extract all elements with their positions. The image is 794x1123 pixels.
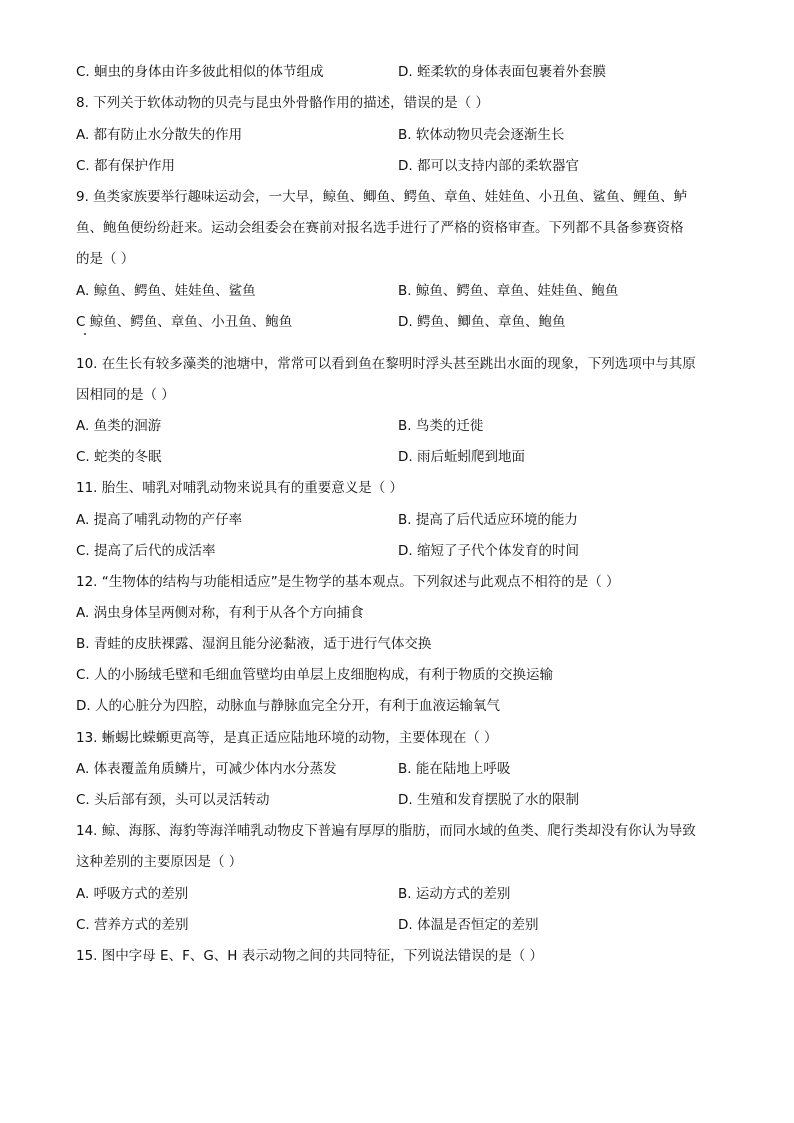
question-10-option-b: B. 鸟类的迁徙 bbox=[398, 418, 484, 434]
question-14-option-d: D. 体温是否恒定的差别 bbox=[398, 917, 539, 933]
option-d: D. 蛭柔软的身体表面包裹着外套膜 bbox=[398, 64, 606, 80]
question-10-option-a: A. 鱼类的洄游 bbox=[76, 418, 162, 434]
question-9-stem-line-2: 鱼、鲍鱼便纷纷赶来。运动会组委会在赛前对报名选手进行了严格的资格审查。下列都不具备参赛资格 bbox=[76, 220, 684, 236]
question-14-option-b: B. 运动方式的差别 bbox=[398, 886, 511, 902]
question-9-option-a: A. 鲸鱼、鳄鱼、娃娃鱼、鲨鱼 bbox=[76, 283, 256, 299]
question-13-option-a: A. 体表覆盖角质鳞片，可减少体内水分蒸发 bbox=[76, 761, 337, 777]
question-8-option-b: B. 软体动物贝壳会逐渐生长 bbox=[398, 127, 565, 143]
question-8-option-c: C. 都有保护作用 bbox=[76, 158, 176, 174]
question-9-stem-line-3: 的是（ ） bbox=[76, 251, 135, 267]
question-12-option-a: A. 涡虫身体呈两侧对称，有利于从各个方向捕食 bbox=[76, 605, 364, 621]
question-9-option-d: D. 鳄鱼、鲫鱼、章鱼、鲍鱼 bbox=[398, 314, 566, 330]
question-9-option-b: B. 鲸鱼、鳄鱼、章鱼、娃娃鱼、鲍鱼 bbox=[398, 283, 619, 299]
question-13-stem: 13. 蜥蜴比蝾螈更高等，是真正适应陆地环境的动物，主要体现在（ ） bbox=[76, 730, 498, 746]
question-11-option-a: A. 提高了哺乳动物的产仔率 bbox=[76, 512, 243, 528]
question-12-stem: 12. “生物体的结构与功能相适应”是生物学的基本观点。下列叙述与此观点不相符的是（ ） bbox=[76, 574, 620, 590]
question-14-stem-line-1: 14. 鲸、海豚、海豹等海洋哺乳动物皮下普遍有厚厚的脂肪，而同水域的鱼类、爬行类却没有你认为导致 bbox=[76, 823, 696, 839]
question-10-option-c: C. 蛇类的冬眠 bbox=[76, 449, 162, 465]
question-12-option-c: C. 人的小肠绒毛壁和毛细血管壁均由单层上皮细胞构成，有利于物质的交换运输 bbox=[76, 667, 554, 683]
question-13-option-c: C. 头后部有颈，头可以灵活转动 bbox=[76, 792, 270, 808]
question-13-option-d: D. 生殖和发育摆脱了水的限制 bbox=[398, 792, 579, 808]
question-9-option-c: C 鲸鱼、鳄鱼、章鱼、小丑鱼、鲍鱼 bbox=[76, 314, 293, 330]
question-11-option-b: B. 提高了后代适应环境的能力 bbox=[398, 512, 578, 528]
question-8-option-a: A. 都有防止水分散失的作用 bbox=[76, 127, 243, 143]
question-14-option-c: C. 营养方式的差别 bbox=[76, 917, 189, 933]
question-10-stem-line-1: 10. 在生长有较多藻类的池塘中，常常可以看到鱼在黎明时浮头甚至跳出水面的现象，下列选项中与其原 bbox=[76, 356, 696, 372]
question-13-option-b: B. 能在陆地上呼吸 bbox=[398, 761, 511, 777]
question-8-option-d: D. 都可以支持内部的柔软器官 bbox=[398, 158, 579, 174]
question-11-stem: 11. 胎生、哺乳对哺乳动物来说具有的重要意义是（ ） bbox=[76, 480, 404, 496]
question-11-option-c: C. 提高了后代的成活率 bbox=[76, 543, 216, 559]
question-8-stem: 8. 下列关于软体动物的贝壳与昆虫外骨骼作用的描述，错误的是（ ） bbox=[76, 95, 489, 111]
question-12-option-d: D. 人的心脏分为四腔，动脉血与静脉血完全分开，有利于血液运输氧气 bbox=[76, 698, 500, 714]
option-c: C. 蛔虫的身体由许多彼此相似的体节组成 bbox=[76, 64, 324, 80]
question-9-stem-line-1: 9. 鱼类家族要举行趣味运动会，一大早，鲸鱼、鲫鱼、鳄鱼、章鱼、娃娃鱼、小丑鱼、鲨鱼、鲤鱼、鲈 bbox=[76, 189, 688, 205]
question-12-option-b: B. 青蛙的皮肤裸露、湿润且能分泌黏液，适于进行气体交换 bbox=[76, 636, 432, 652]
question-14-option-a: A. 呼吸方式的差别 bbox=[76, 886, 189, 902]
question-10-option-d: D. 雨后蚯蚓爬到地面 bbox=[398, 449, 525, 465]
question-11-option-d: D. 缩短了子代个体发育的时间 bbox=[398, 543, 579, 559]
question-10-stem-line-2: 因相同的是（ ） bbox=[76, 387, 175, 403]
question-15-stem: 15. 图中字母 E、F、G、H 表示动物之间的共同特征，下列说法错误的是（ ） bbox=[76, 948, 544, 964]
question-14-stem-line-2: 这种差别的主要原因是（ ） bbox=[76, 854, 243, 870]
stray-dot bbox=[84, 333, 86, 335]
